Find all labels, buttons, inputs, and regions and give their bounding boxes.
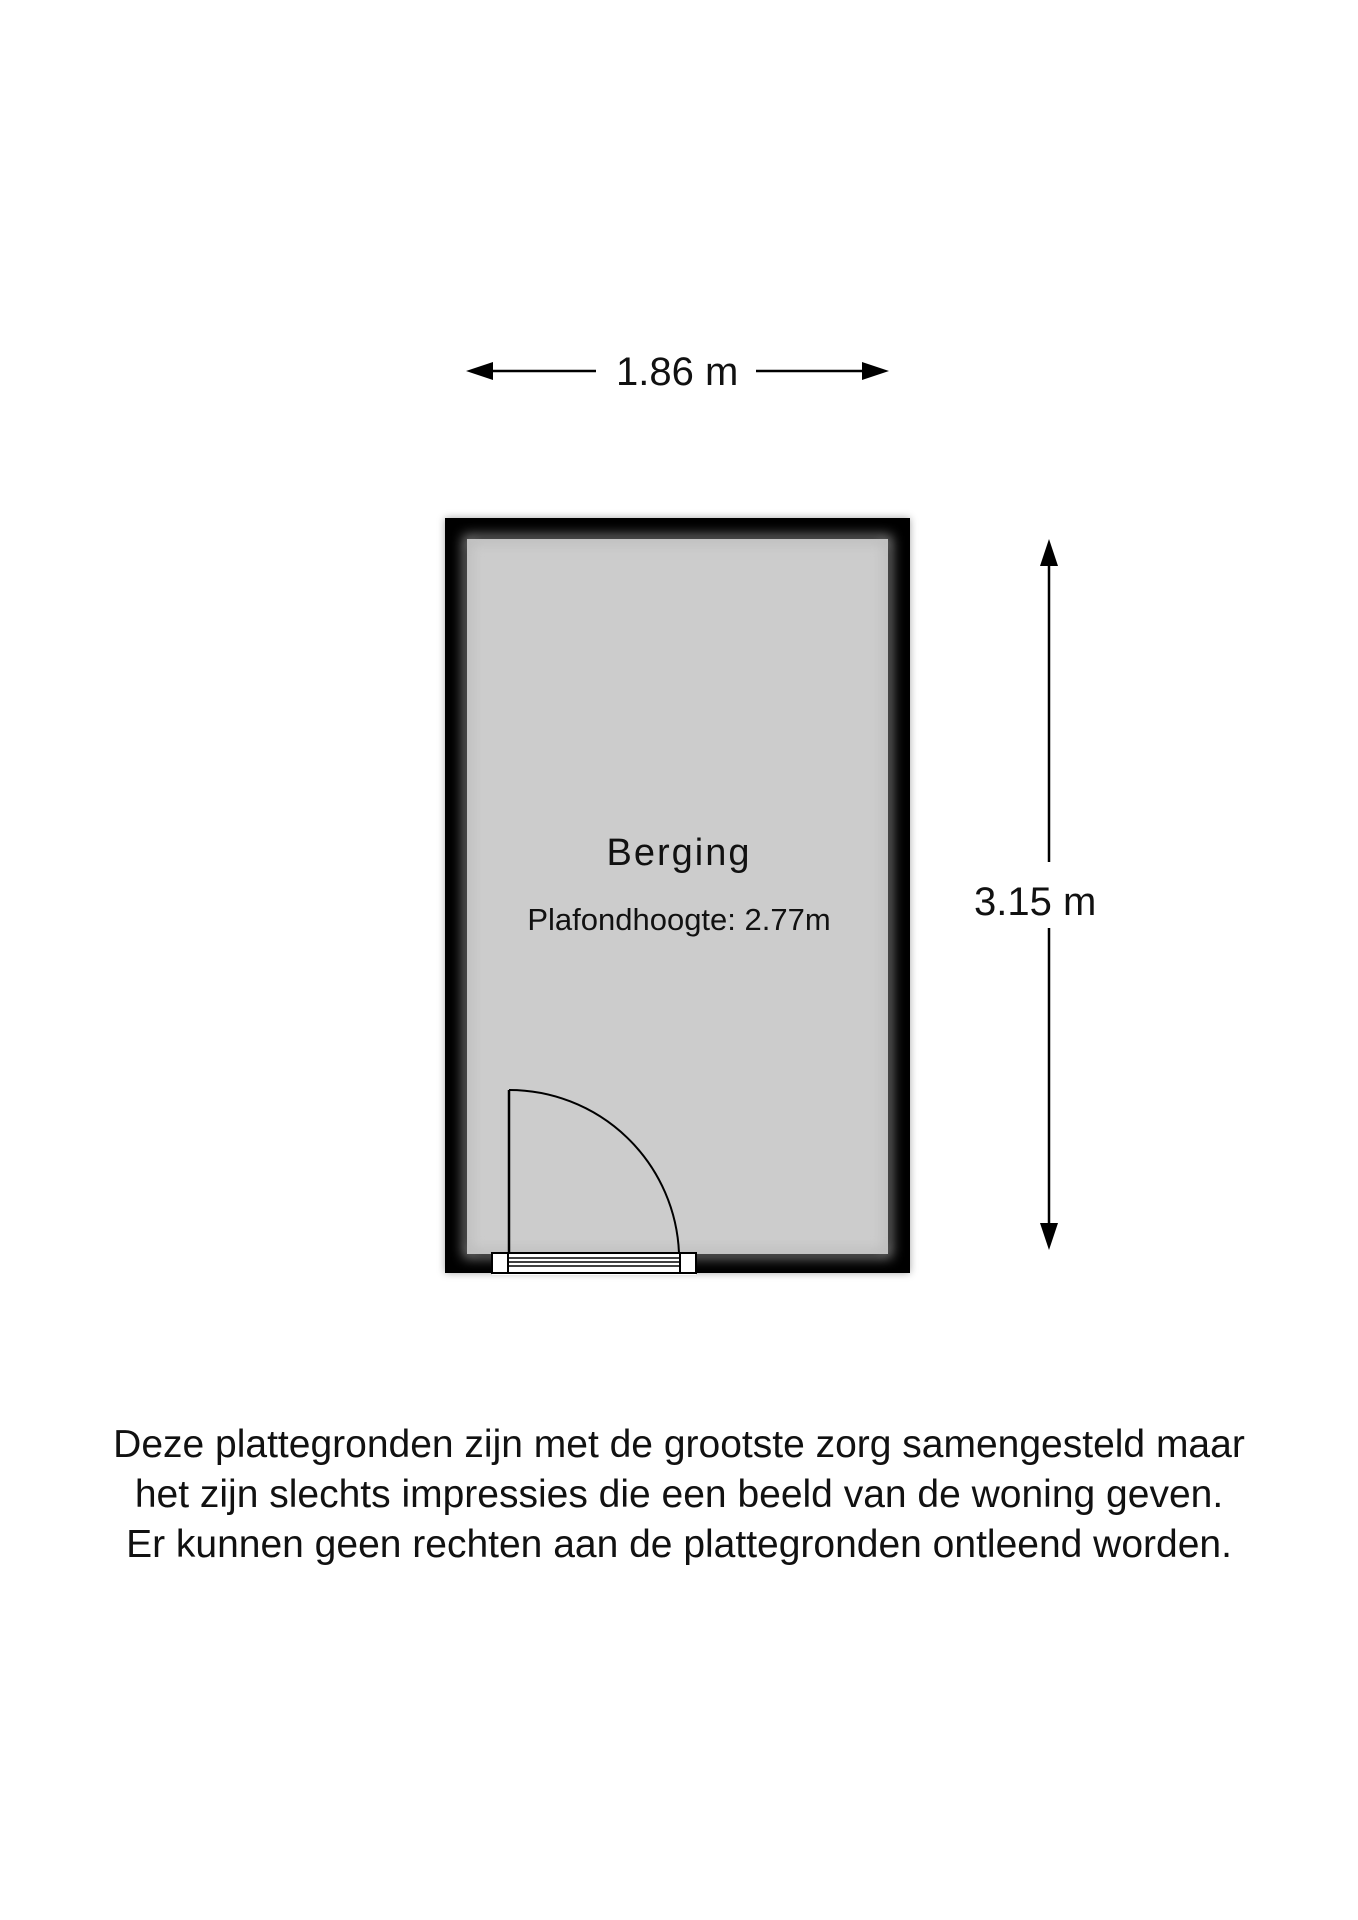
disclaimer xyxy=(0,1420,1358,1570)
room-ceiling-height: Plafondhoogte: 2.77m xyxy=(527,902,831,937)
width-dimension-label: 1.86 m xyxy=(610,352,744,392)
height-dimension-label: 3.15 m xyxy=(974,876,1096,928)
disclaimer-line: Er kunnen geen rechten aan de plattegronden ontleend worden. xyxy=(126,1523,1232,1566)
room-berging xyxy=(445,518,910,1273)
door-threshold xyxy=(492,1253,696,1273)
disclaimer-line: Deze plattegronden zijn met de grootste zorg samengesteld maar xyxy=(113,1423,1245,1466)
room-floor xyxy=(467,539,888,1254)
door-jamb-left xyxy=(492,1253,508,1273)
disclaimer-line: het zijn slechts impressies die een beeld van de woning geven. xyxy=(134,1473,1224,1516)
door-jamb-right xyxy=(680,1253,696,1273)
room-name: Berging xyxy=(606,832,752,874)
